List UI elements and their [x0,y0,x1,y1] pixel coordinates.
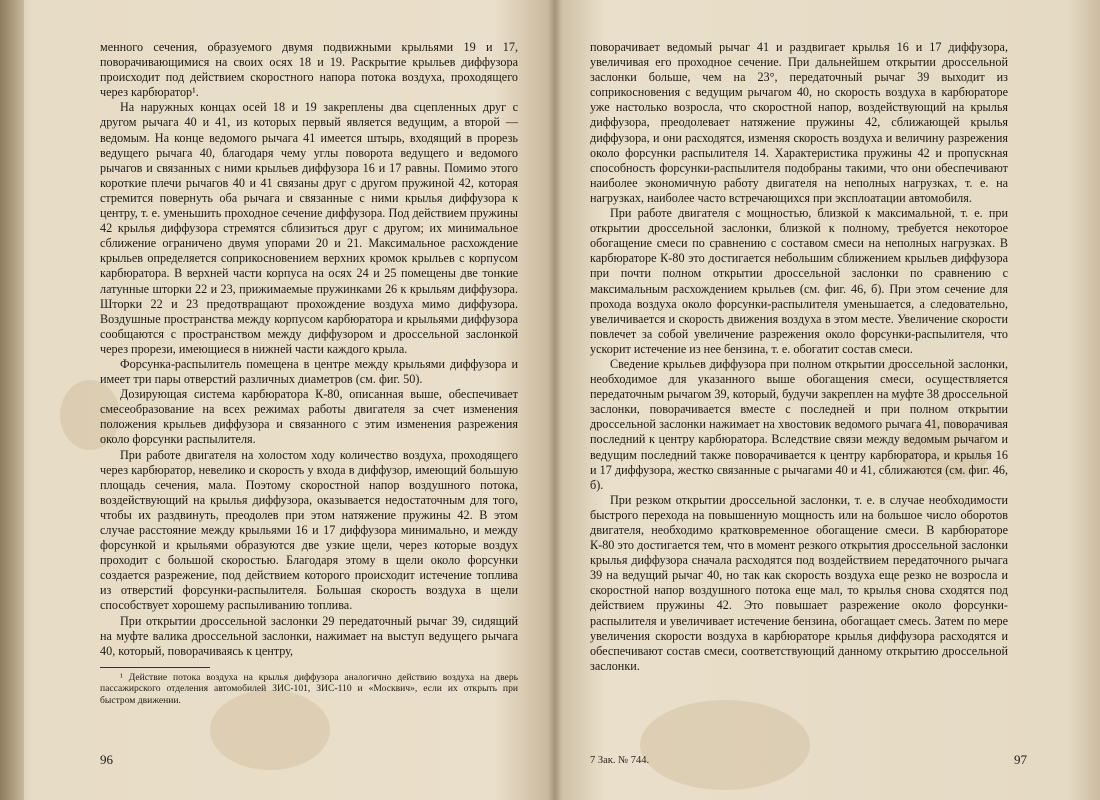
footnote: ¹ Действие потока воздуха на крылья диффузора аналогично действию воздуха на дверь пассажирского отделения автомобилей ЗИС-101, ЗИС-110 и «Москвич», если их открыть при быстром движении. [100,671,518,706]
paragraph: При работе двигателя на холостом ходу количество воздуха, проходящего через карбюратор, невелико и скорость у входа в диффузор, имеющий большую площадь сечения, мала. Поэтому скоростной напор воздушного потока, воздействующий на крылья диффузора, оказывается недостаточным для того, чтобы их раздвинуть, преодолев при этом натяжение пружины 42. В этом случае расстояние между крыльями 16 и 17 диффузора минимально, и между форсункой и крыльями образуются две узкие щели, через которые воздух проходит с большой скоростью. Благодаря этому в щели около форсунки создается разрежение, под действием которого происходит истечение топлива из отверстий форсунки-распылителя. Большая скорость воздуха в щели способствует хорошему распыливанию топлива. [100,447,518,613]
page-number-right: 97 [1014,752,1027,767]
footnote-rule [100,667,210,668]
paragraph: При работе двигателя с мощностью, близкой к максимальной, т. е. при открытии дроссельной заслонки, близкой к полному, требуется некоторое обогащение смеси по сравнению с составом смеси на неполных нагрузках. В карбюраторе К-80 это достигается небольшим сближением крыльев диффузора при почти полном открытии дроссельной заслонки по сравнению с максимальным расхождением крыльев (см. фиг. 46, б). При этом сечение для прохода воздуха около форсунки-распылителя уменьшается, а следовательно, увеличивается и скорость движения воздуха в этом месте. Увеличение скорости повлечет за собой увеличение разрежения около форсунки-распылителя, что ускорит истечение из нее бензина, т. е. обогатит состав смеси. [590,206,1008,356]
paragraph: На наружных концах осей 18 и 19 закреплены два сцепленных друг с другом рычага 40 и 41, из которых первый является ведущим, а второй — ведомым. На конце ведомого рычага 41 имеется штырь, входящий в прорезь ведущего рычага 40, благодаря чему углы поворота ведущего и ведомого рычагов и связанных с ними крыльев диффузора 16 и 17 равны. Помимо этого короткие плечи рычагов 40 и 41 связаны друг с другом пружиной 42, которая стремится повернуть оба рычага и связанные с ними крылья диффузора к центру, т. е. уменьшить проходное сечение диффузора. Под действием пружины 42 крылья диффузора стремятся сблизиться друг с другом; их минимальное сближение ограничено двумя упорами 20 и 21. Максимальное расхождение крыльев определяется соприкосновением верхних кромок крыльев с корпусом карбюратора. В верхней части корпуса на осях 24 и 25 помещены две тонкие латунные шторки 22 и 23, прижимаемые пружинками 26 к крыльям диффузора. Шторки 22 и 23 предотвращают прохождение воздуха мимо диффузора. Воздушные пространства между корпусом карбюратора и крыльями диффузора сообщаются с пространством между диффузором и дроссельной заслонкой через прорези, имеющиеся в нижней части каждого крыла. [100,100,518,356]
paragraph: Сведение крыльев диффузора при полном открытии дроссельной заслонки, необходимое для указанного выше обогащения смеси, осуществляется передаточным рычагом 39, который, будучи закреплен на муфте 38 дроссельной заслонки, поворачивается вместе с последней и при полном открытии дроссельной заслонки нажимает на хвостовик ведомого рычага 41, поворачивая последний к центру карбюратора. Вследствие связи между ведомым рычагом и ведущим последний также поворачивается к центру карбюратора, и крылья 16 и 17 диффузора, жестко связанные с рычагами 40 и 41, сближаются (см. фиг. 46, б). [590,356,1008,492]
paragraph: При резком открытии дроссельной заслонки, т. е. в случае необходимости быстрого перехода на повышенную мощность или на большое число оборотов двигателя, необходимо кратковременное обогащение смеси. В карбюраторе К-80 это достигается тем, что в момент резкого открытия дроссельной заслонки крылья диффузора сначала расходятся под воздействием передаточного рычага 39 на ведущий рычаг 40, но так как скорость воздуха еще резко не возросла и скоростной напор воздушного потока еще мал, то крылья снова сходятся под действием пружины 42. Это повышает разрежение около форсунки-распылителя и увеличивает истечение бензина, обогащает смесь. Затем по мере увеличения скорости воздуха в карбюраторе крылья диффузора расходятся и обеспечивают состав смеси, соответствующий данному открытию дроссельной заслонки. [590,492,1008,673]
paragraph: менного сечения, образуемого двумя подвижными крыльями 19 и 17, поворачивающимися на своих осях 18 и 19. Раскрытие крыльев диффузора происходит под действием скоростного напора потока воздуха, проходящего через карбюратор¹. [100,40,518,100]
paragraph: Дозирующая система карбюратора К-80, описанная выше, обеспечивает смесеобразование на всех режимах работы двигателя за счет изменения положения крыльев диффузора и связанного с этим изменения разрежения около форсунки распылителя. [100,387,518,447]
paragraph: При открытии дроссельной заслонки 29 передаточный рычаг 39, сидящий на муфте валика дроссельной заслонки, нажимает на выступ ведущего рычага 40, который, поворачиваясь к центру, [100,613,518,658]
paragraph: поворачивает ведомый рычаг 41 и раздвигает крылья 16 и 17 диффузора, увеличивая его проходное сечение. При дальнейшем открытии дроссельной заслонки больше, чем на 23°, передаточный рычаг 39 выходит из соприкосновения с ведущим рычагом 40, но скорость воздуха в карбюраторе уже настолько возросла, что скоростной напор, воздействующий на крылья диффузора, преодолевает натяжение пружины 42, сближающей крылья диффузора, и они расходятся, изменяя скорость воздуха и величину разрежения около форсунки распылителя 14. Характеристика пружины 42 и пропускная способность форсунки-распылителя подобраны такими, что они обеспечивают наиболее экономичную работу двигателя на неполных нагрузках, т. е. на нагрузках, наиболее часто встречающихся при эксплоатации автомобиля. [590,40,1008,205]
page-stack-edge [0,0,24,800]
left-page [100,40,518,780]
book-gutter [548,0,562,800]
right-page [590,40,1008,780]
page-number-left: 96 [100,752,113,767]
paragraph: Форсунка-распылитель помещена в центре между крыльями диффузора и имеет три пары отверстий различных диаметров (см. фиг. 50). [100,356,518,387]
print-order-mark: 7 Зак. № 744. [590,755,650,766]
